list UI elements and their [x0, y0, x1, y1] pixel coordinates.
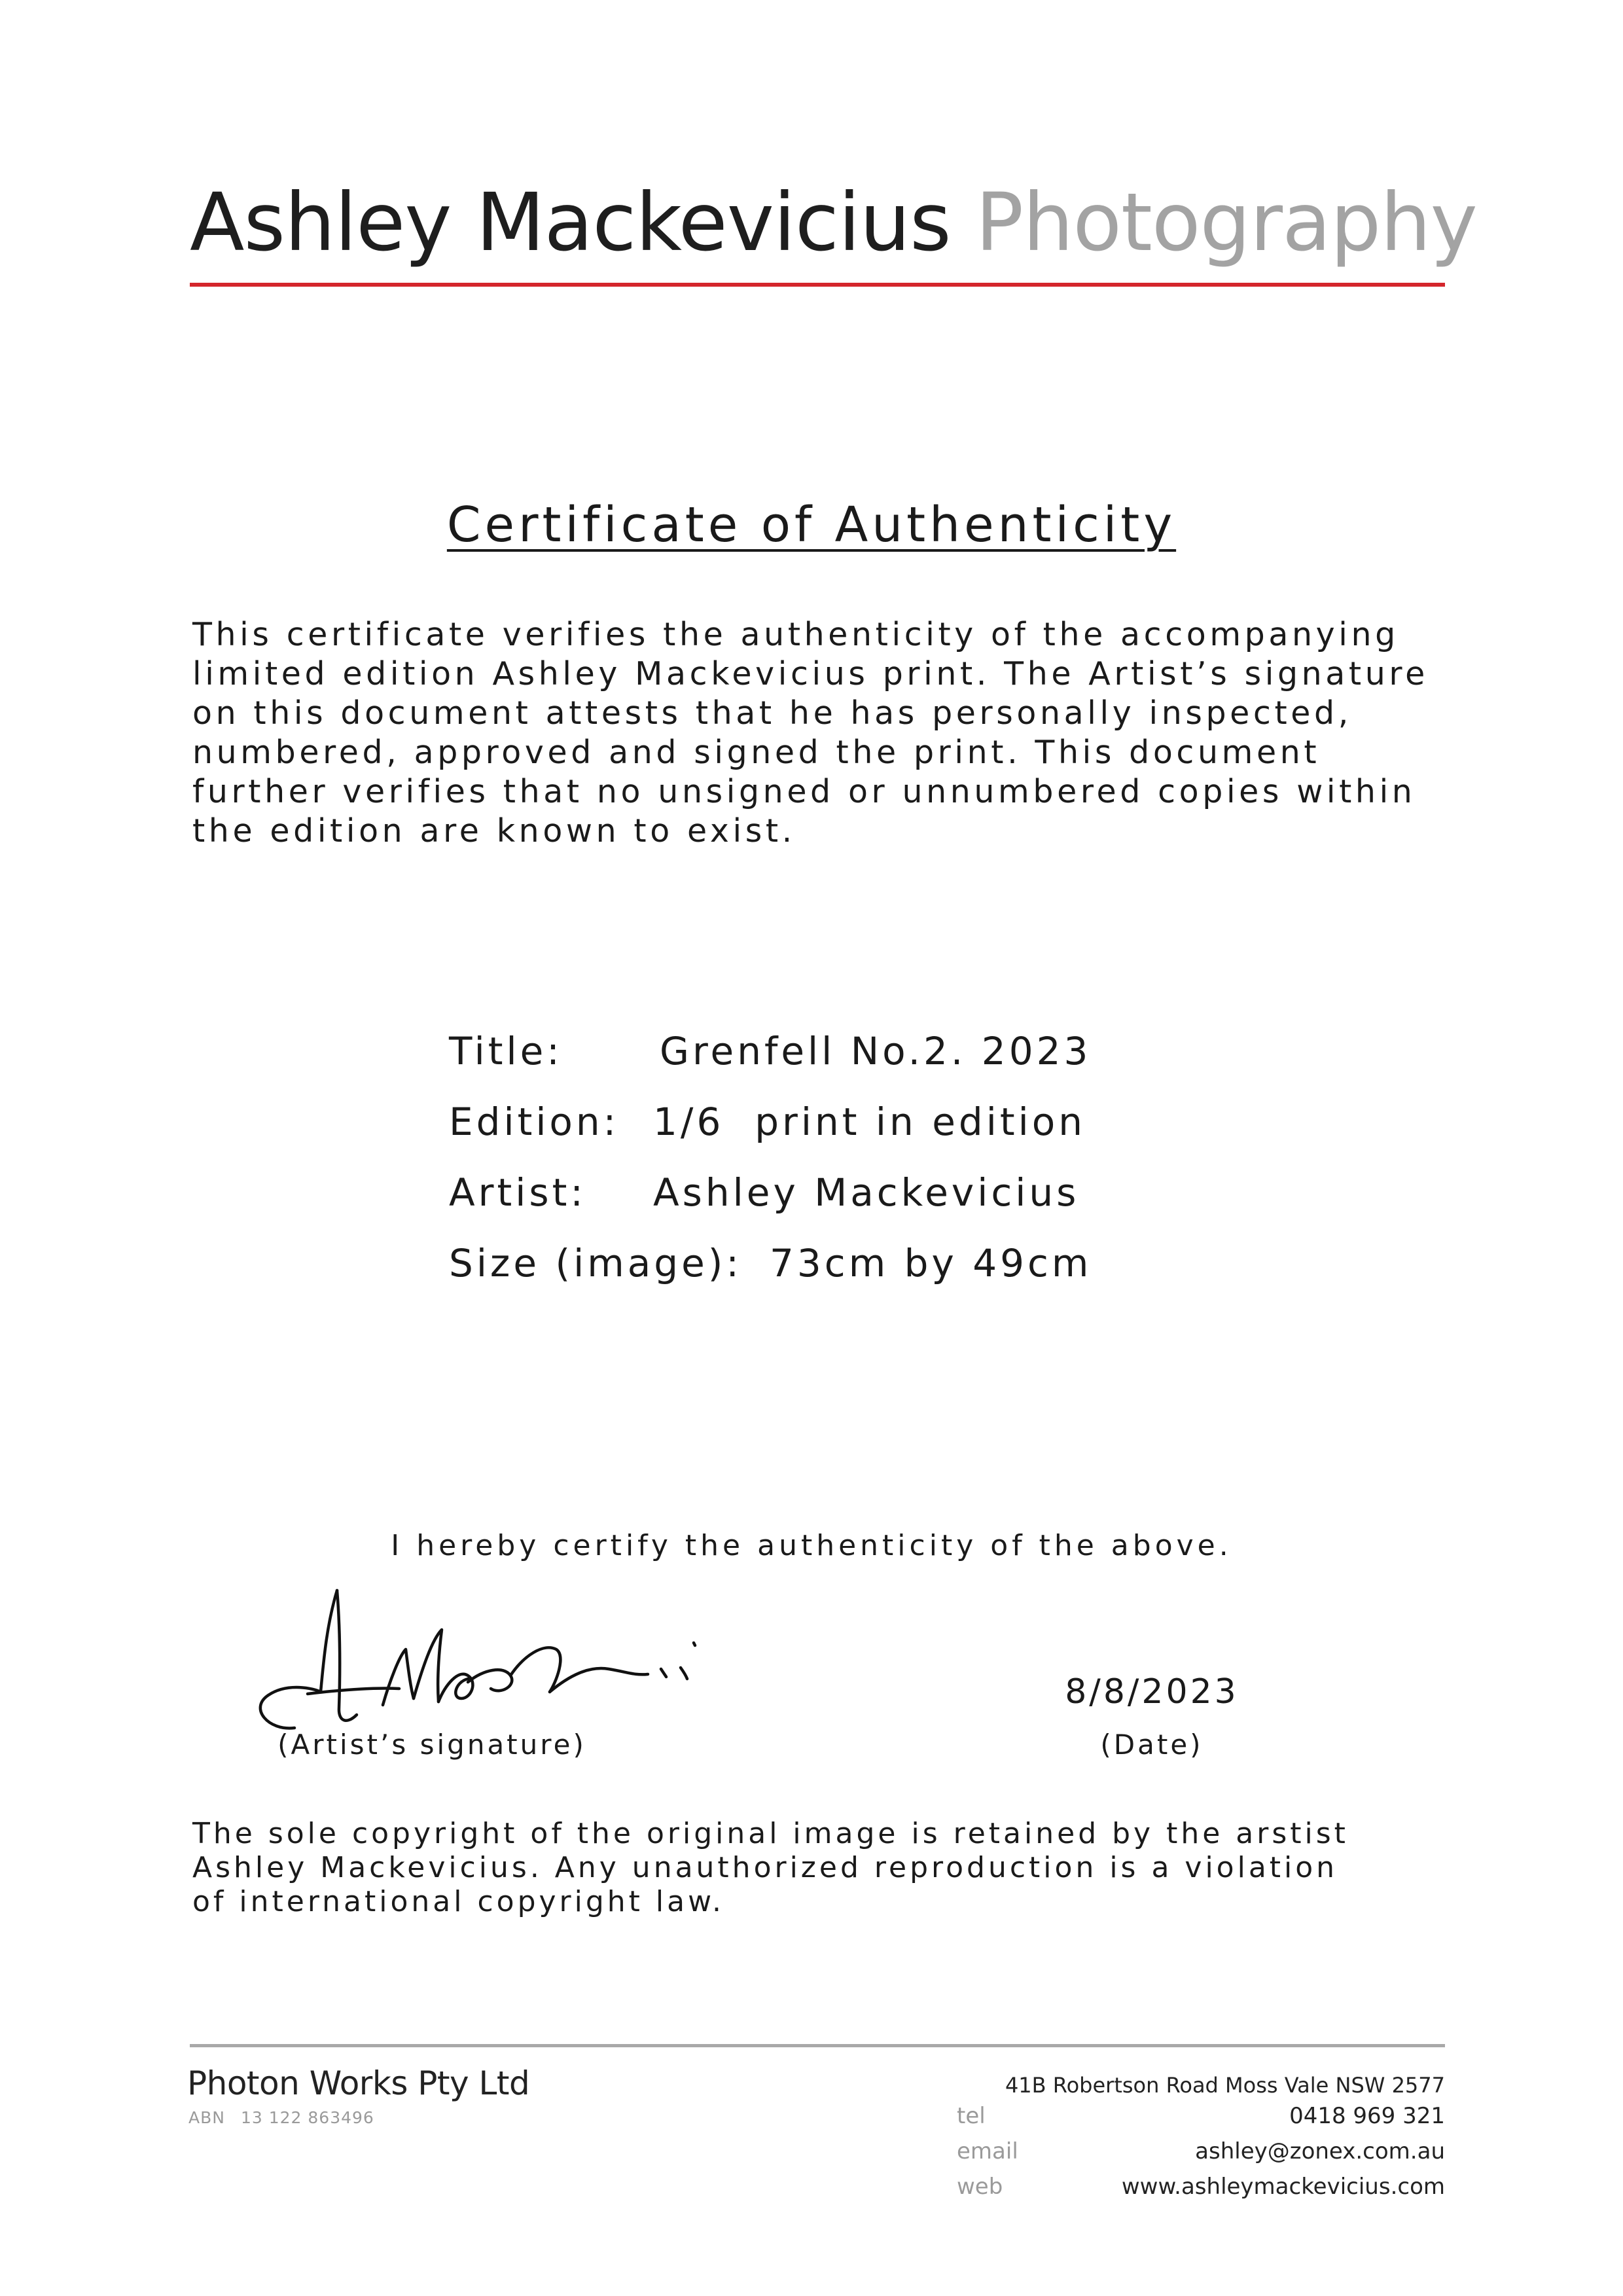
size-value: 73cm by 49cm	[770, 1241, 1092, 1285]
edition-label: Edition:	[449, 1100, 620, 1144]
abn	[188, 2106, 374, 2130]
tel-value[interactable]: 0418 969 321	[1289, 2103, 1445, 2129]
company-address: 41B Robertson Road Moss Vale NSW 2577	[1005, 2073, 1445, 2098]
certify-statement: I hereby certify the authenticity of the above.	[391, 1529, 1232, 1562]
title-label: Title:	[449, 1029, 563, 1073]
abn-label: ABN	[188, 2108, 225, 2127]
footer-divider	[190, 2044, 1445, 2047]
header-divider	[190, 283, 1445, 287]
contact-tel	[957, 2098, 1445, 2134]
email-label: email	[957, 2138, 1018, 2164]
brand-name: Ashley Mackevicius	[190, 176, 951, 269]
brand-subtitle: Photography	[975, 176, 1477, 269]
detail-row-artist	[449, 1157, 1092, 1228]
abn-number: 13 122 863496	[240, 2108, 374, 2127]
web-label: web	[957, 2174, 1003, 2200]
size-label: Size (image):	[449, 1241, 742, 1285]
certificate-heading	[0, 492, 1623, 558]
artwork-details	[449, 1016, 1092, 1299]
artist-value: Ashley Mackevicius	[653, 1170, 1080, 1215]
edition-value: 1/6 print in edition	[653, 1100, 1086, 1144]
contact-web	[957, 2169, 1445, 2204]
title-value: Grenfell No.2. 2023	[660, 1029, 1092, 1073]
artist-signature	[242, 1577, 726, 1741]
certificate-intro-paragraph: This certificate verifies the authenticity of the accompanying limited edition Ashley Mackevicius print. The Artist’s signature on this document attests that he has personally inspected, numbered, approved and signed the print. This document further verifies that no unsigned or unnumbered copies within the edition are known to exist.	[192, 616, 1429, 850]
tel-label: tel	[957, 2103, 986, 2129]
email-link[interactable]: ashley@zonex.com.au	[1195, 2138, 1445, 2164]
detail-row-title	[449, 1016, 1092, 1086]
signature-caption: (Artist’s signature)	[277, 1729, 586, 1761]
date-caption: (Date)	[1100, 1729, 1204, 1761]
certificate-heading-text: Certificate of Authenticity	[446, 497, 1177, 553]
detail-row-size	[449, 1228, 1092, 1299]
copyright-notice: The sole copyright of the original image is retained by the arstist Ashley Mackevicius. Any unauthorized reproduction is a violation of international copyright law.	[192, 1817, 1349, 1918]
certificate-date: 8/8/2023	[1065, 1672, 1239, 1712]
company-name: Photon Works Pty Ltd	[187, 2064, 530, 2102]
website-link[interactable]: www.ashleymackevicius.com	[1121, 2174, 1445, 2200]
letterhead-title	[190, 173, 1477, 272]
contact-email	[957, 2134, 1445, 2169]
detail-row-edition	[449, 1086, 1092, 1157]
artist-label: Artist:	[449, 1170, 586, 1215]
